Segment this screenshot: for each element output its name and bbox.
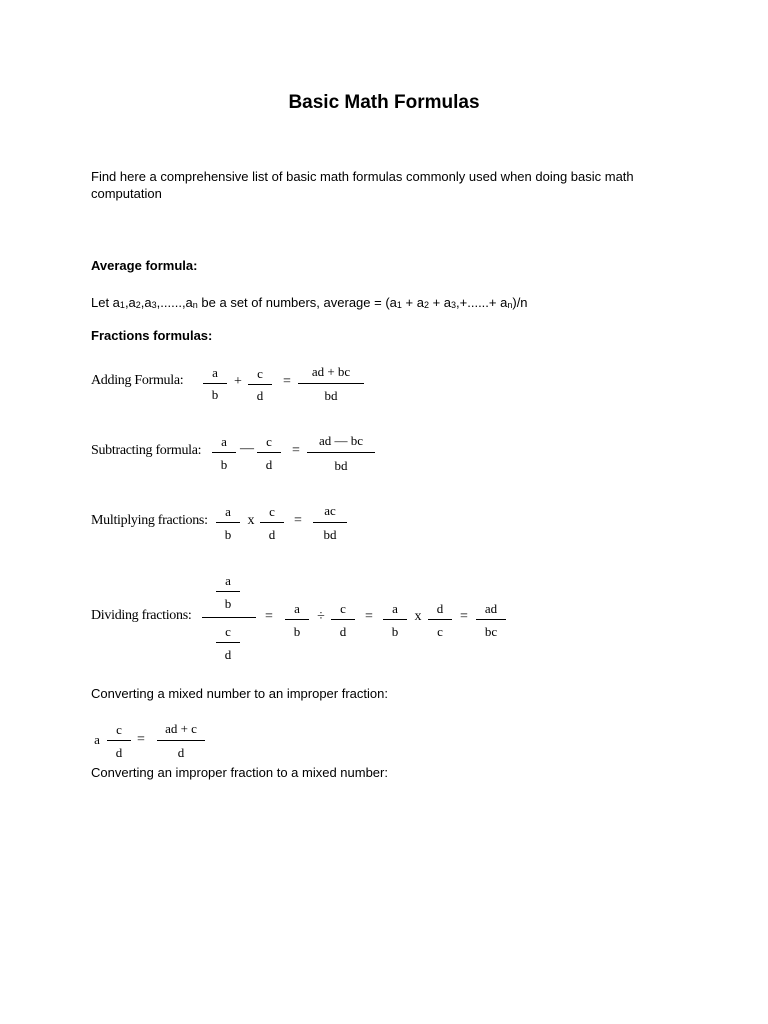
dividing-top-numerator-a: a: [225, 573, 231, 588]
subtracting-fraction-bar: [257, 452, 281, 453]
average-heading: Average formula:: [91, 258, 198, 273]
average-text-segment: )/n: [512, 295, 528, 310]
dividing-label: Dividing fractions:: [91, 608, 192, 623]
mixed-to-improper-label: Converting a mixed number to an improper fraction:: [91, 686, 388, 701]
average-subscript: 3: [151, 300, 157, 310]
adding-result-numerator: ad + bc: [311, 364, 351, 379]
dividing-denominator-d: d: [339, 624, 347, 639]
average-subscript: n: [507, 300, 513, 310]
dividing-bottom-numerator-c: c: [225, 624, 231, 639]
dividing-fraction-bar: [285, 619, 309, 620]
dividing-numerator-c: c: [340, 601, 346, 616]
page-title: Basic Math Formulas: [288, 92, 480, 113]
subtracting-equals-sign: =: [292, 443, 300, 458]
adding-plus-sign: +: [234, 374, 242, 389]
subtracting-result-denominator: bd: [334, 458, 348, 473]
adding-numerator-a: a: [212, 365, 218, 380]
dividing-fraction-bar: [428, 619, 452, 620]
dividing-main-bar: [202, 617, 256, 618]
dividing-equals-sign: =: [265, 609, 273, 624]
fractions-heading: Fractions formulas:: [91, 328, 213, 343]
mixed-result-bar: [157, 740, 205, 741]
multiplying-denominator-d: d: [268, 527, 276, 542]
improper-to-mixed-label: Converting an improper fraction to a mixed number:: [91, 765, 388, 780]
dividing-numerator-a: a: [392, 601, 398, 616]
average-subscript: 2: [135, 300, 141, 310]
subtracting-denominator-d: d: [265, 457, 273, 472]
average-subscript: n: [192, 300, 198, 310]
average-text-segment: + a: [401, 295, 424, 310]
adding-denominator-d: d: [256, 388, 264, 403]
multiplying-label: Multiplying fractions:: [91, 513, 208, 528]
multiplying-fraction-bar: [260, 522, 284, 523]
multiplying-result-bar: [313, 522, 347, 523]
intro-paragraph: Find here a comprehensive list of basic math formulas commonly used when doing basic math computation: [91, 169, 634, 201]
dividing-top-denominator-b: b: [224, 596, 232, 611]
multiplying-result-denominator: bd: [323, 527, 337, 542]
multiplying-result-numerator: ac: [324, 503, 336, 518]
subtracting-numerator-a: a: [221, 434, 227, 449]
subtracting-fraction-bar: [212, 452, 236, 453]
dividing-times-sign: x: [414, 609, 422, 624]
adding-denominator-b: b: [211, 387, 219, 402]
average-subscript: 2: [423, 300, 429, 310]
mixed-denominator-d: d: [115, 745, 123, 760]
average-text-segment: be a set of numbers, average = (a: [197, 295, 397, 310]
dividing-result-denominator: bc: [484, 624, 498, 639]
subtracting-denominator-b: b: [220, 457, 228, 472]
subtracting-result-bar: [307, 452, 375, 453]
adding-numerator-c: c: [257, 366, 263, 381]
subtracting-minus-sign: —: [240, 441, 254, 456]
mixed-whole-a: a: [94, 732, 100, 747]
adding-label: Adding Formula:: [91, 373, 184, 388]
dividing-bottom-denominator-d: d: [224, 647, 232, 662]
adding-result-bar: [298, 383, 364, 384]
mixed-result-denominator: d: [177, 745, 185, 760]
average-text-segment: + a: [428, 295, 452, 310]
multiplying-times-sign: x: [247, 513, 255, 528]
mixed-result-numerator: ad + c: [165, 721, 197, 736]
dividing-numerator-d: d: [436, 601, 444, 616]
adding-fraction-bar: [203, 383, 227, 384]
average-subscript: 1: [119, 300, 125, 310]
mixed-equals-sign: =: [137, 732, 145, 747]
subtracting-numerator-c: c: [266, 434, 272, 449]
multiplying-equals-sign: =: [294, 513, 302, 528]
adding-result-denominator: bd: [324, 388, 338, 403]
average-text-segment: ,a: [124, 295, 136, 310]
dividing-top-bar: [216, 591, 240, 592]
mixed-fraction-bar: [107, 740, 131, 741]
adding-fraction-bar: [248, 384, 272, 385]
adding-equals-sign: =: [283, 374, 291, 389]
average-text-segment: ,+......+ a: [456, 295, 508, 310]
mixed-numerator-c: c: [116, 722, 122, 737]
dividing-denominator-c: c: [437, 624, 443, 639]
multiplying-fraction-bar: [216, 522, 240, 523]
dividing-result-bar: [476, 619, 506, 620]
average-text-segment: ,a: [140, 295, 152, 310]
dividing-numerator-a: a: [294, 601, 300, 616]
subtracting-label: Subtracting formula:: [91, 443, 202, 458]
dividing-bottom-bar: [216, 642, 240, 643]
dividing-fraction-bar: [383, 619, 407, 620]
multiplying-denominator-b: b: [224, 527, 232, 542]
multiplying-numerator-c: c: [269, 504, 275, 519]
dividing-equals-sign: =: [460, 609, 468, 624]
subtracting-result-numerator: ad — bc: [318, 433, 364, 448]
average-subscript: 1: [396, 300, 402, 310]
dividing-divide-sign: ÷: [317, 609, 325, 624]
average-formula-line: [91, 295, 528, 310]
multiplying-numerator-a: a: [225, 504, 231, 519]
dividing-denominator-b: b: [391, 624, 399, 639]
average-text-prefix: Let a: [91, 295, 120, 310]
dividing-result-numerator: ad: [484, 601, 498, 616]
dividing-denominator-b: b: [293, 624, 301, 639]
average-subscript: 3: [451, 300, 457, 310]
dividing-fraction-bar: [331, 619, 355, 620]
average-text-segment: ,......,a: [156, 295, 193, 310]
dividing-equals-sign: =: [365, 609, 373, 624]
